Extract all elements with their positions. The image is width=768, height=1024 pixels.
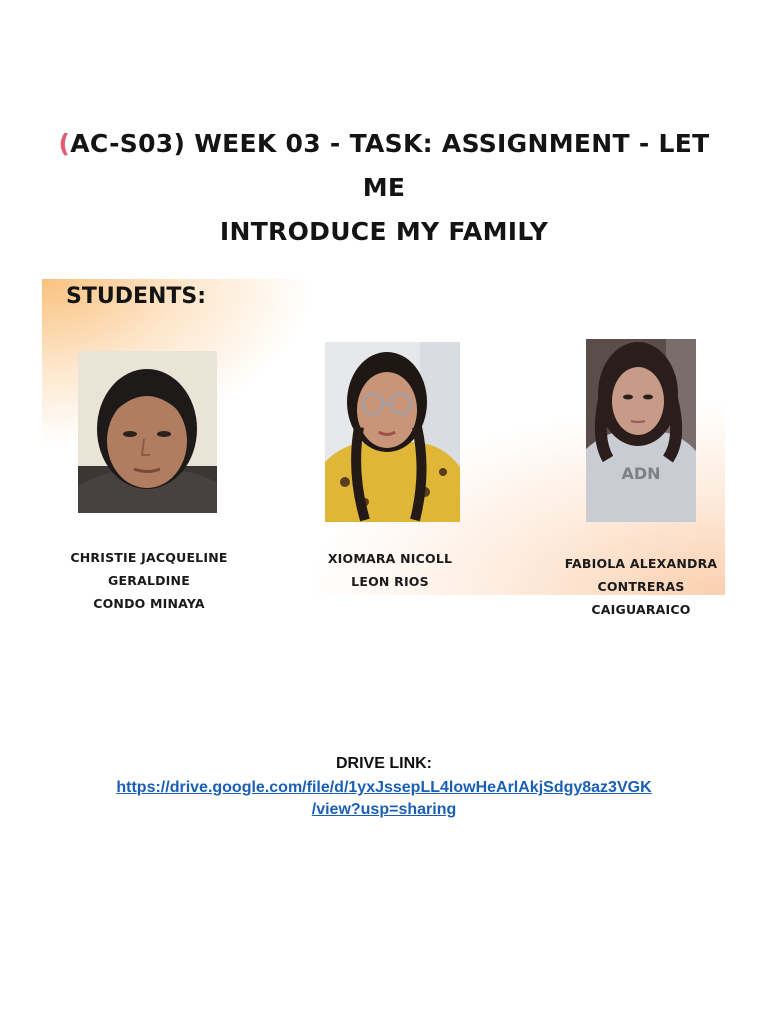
svg-text:ADN: ADN [621,464,661,483]
drive-link[interactable] [0,777,768,821]
drive-link-label: DRIVE LINK: [336,755,432,772]
student-name-3 [548,552,734,621]
title-line-2: INTRODUCE MY FAMILY [219,217,549,246]
student-photo-3 [586,339,696,522]
title-open-paren: ( [58,129,71,158]
student-photo-2 [325,342,460,522]
document-title [40,122,728,254]
student-1-line-1: CHRISTIE JACQUELINE GERALDINE [70,550,228,588]
title-line-1 [40,122,728,210]
student-3-line-2: CONTRERAS CAIGUARAICO [591,579,691,617]
drive-link-url-line-1[interactable]: https://drive.google.com/file/d/1yxJssepLL4lowHeArlAkjSdgy8az3VGK [116,779,652,796]
student-name-2 [300,547,480,593]
student-2-line-1: XIOMARA NICOLL [327,551,453,566]
drive-link-url-line-2[interactable]: /view?usp=sharing [311,801,457,818]
students-heading: STUDENTS: [66,284,207,309]
student-photo-1 [78,351,217,513]
title-line-1-text: AC-S03) WEEK 03 - TASK: ASSIGNMENT - LET ME [70,129,710,202]
student-1-line-2: CONDO MINAYA [93,596,205,611]
student-3-line-1: FABIOLA ALEXANDRA [564,556,718,571]
student-2-line-2: LEON RIOS [351,574,429,589]
student-name-1 [40,546,258,615]
